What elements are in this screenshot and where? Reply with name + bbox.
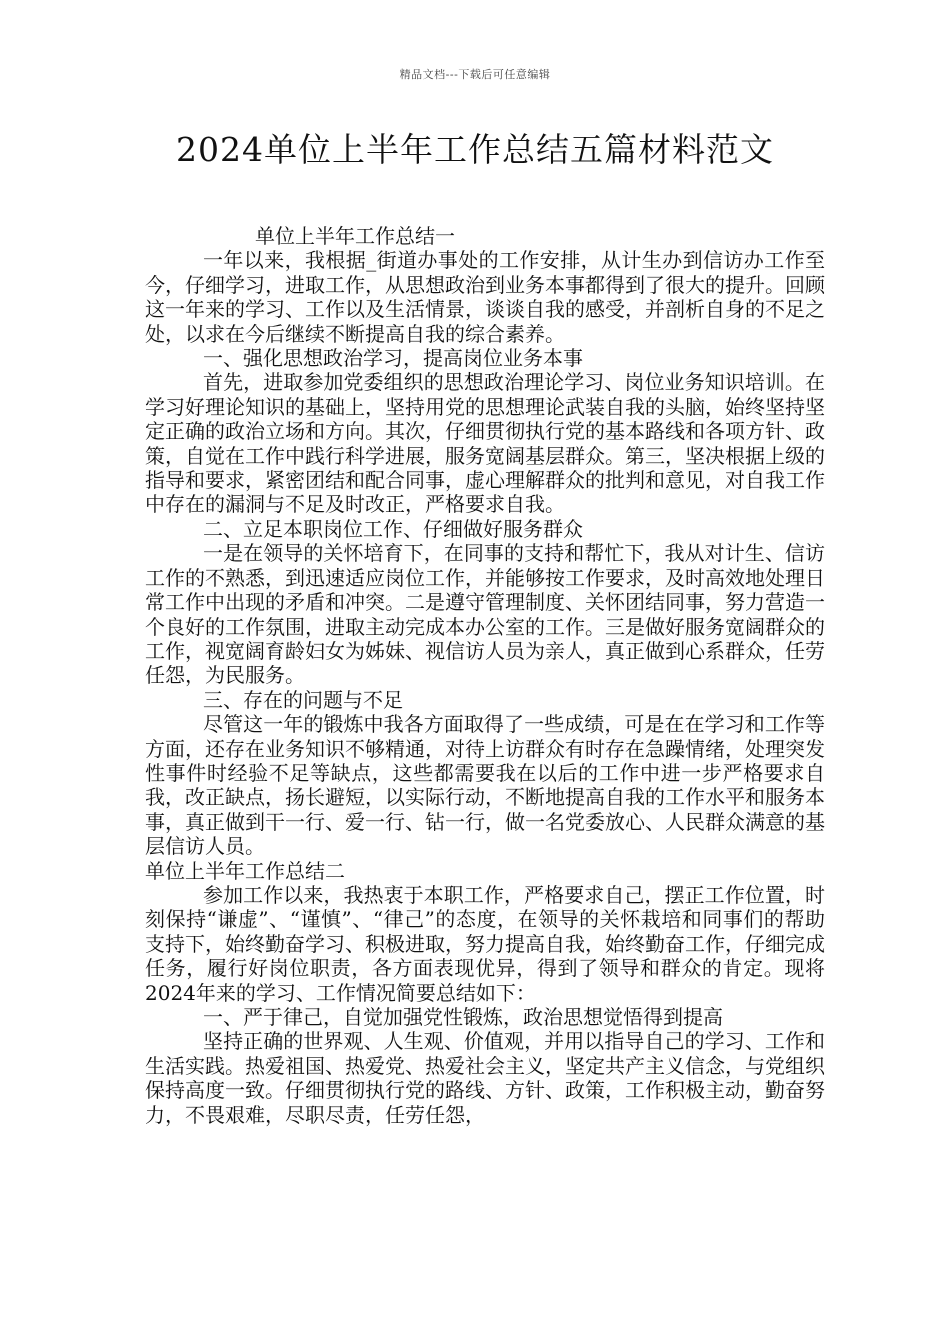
paragraph: 坚持正确的世界观、人生观、价值观，并用以指导自己的学习、工作和生活实践。热爱祖国、热爱党、热爱社会主义，坚定共产主义信念，与党组织保持高度一致。仔细贯彻执行党的路线、方针、政策，工作积极主动，勤奋努力，不畏艰难，尽职尽责，任劳任怨， — [145, 1029, 825, 1127]
paragraph: 参加工作以来，我热衷于本职工作，严格要求自己，摆正工作位置，时刻保持“谦虚”、“谨慎”、“律己”的态度，在领导的关怀栽培和同事们的帮助支持下，始终勤奋学习、积极进取，努力提高自我，始终勤奋工作，仔细完成任务，履行好岗位职责，各方面表现优异，得到了领导和群众的肯定。现将2024年来的学习、工作情况简要总结如下： — [145, 882, 825, 1005]
paragraph: 单位上半年工作总结一 — [255, 224, 455, 248]
paragraph: 三、存在的问题与不足 — [203, 687, 403, 712]
paragraph: 首先，进取参加党委组织的思想政治理论学习、岗位业务知识培训。在学习好理论知识的基础上，坚持用党的思想理论武装自我的头脑，始终坚持坚定正确的政治立场和方向。其次，仔细贯彻执行党的基本路线和各项方针、政策，自觉在工作中践行科学进展，服务宽阔基层群众。第三，坚决根据上级的指导和要求，紧密团结和配合同事，虚心理解群众的批判和意见，对自我工作中存在的漏洞与不足及时改正，严格要求自我。 — [145, 370, 825, 517]
paragraph: 一年以来，我根据_街道办事处的工作安排，从计生办到信访办工作至今，仔细学习，进取工作，从思想政治到业务本事都得到了很大的提升。回顾这一年来的学习、工作以及生活情景，谈谈自我的感受，并剖析自身的不足之处，以求在今后继续不断提高自我的综合素养。 — [145, 248, 825, 346]
paragraph: 二、立足本职岗位工作、仔细做好服务群众 — [203, 516, 583, 541]
header-note: 精品文档---下载后可任意编辑 — [399, 68, 551, 81]
paragraph: 一、严于律己，自觉加强党性锻炼，政治思想觉悟得到提高 — [203, 1005, 723, 1029]
document-title: 2024单位上半年工作总结五篇材料范文 — [176, 130, 774, 169]
document-body — [145, 224, 825, 1127]
paragraph: 尽管这一年的锻炼中我各方面取得了一些成绩，可是在在学习和工作等方面，还存在业务知识不够精通，对待上访群众有时存在急躁情绪，处理突发性事件时经验不足等缺点，这些都需要我在以后的工作中进一步严格要求自我，改正缺点，扬长避短，以实际行动，不断地提高自我的工作水平和服务本事，真正做到干一行、爱一行、钻一行，做一名党委放心、人民群众满意的基层信访人员。 — [145, 712, 825, 859]
paragraph: 一是在领导的关怀培育下，在同事的支持和帮忙下，我从对计生、信访工作的不熟悉，到迅速适应岗位工作，并能够按工作要求，及时高效地处理日常工作中出现的矛盾和冲突。二是遵守管理制度、关怀团结同事，努力营造一个良好的工作氛围，进取主动完成本办公室的工作。三是做好服务宽阔群众的工作，视宽阔育龄妇女为姊妹、视信访人员为亲人，真正做到心系群众，任劳任怨，为民服务。 — [145, 541, 825, 688]
paragraph: 一、强化思想政治学习，提高岗位业务本事 — [203, 346, 583, 371]
paragraph: 单位上半年工作总结二 — [145, 858, 345, 883]
